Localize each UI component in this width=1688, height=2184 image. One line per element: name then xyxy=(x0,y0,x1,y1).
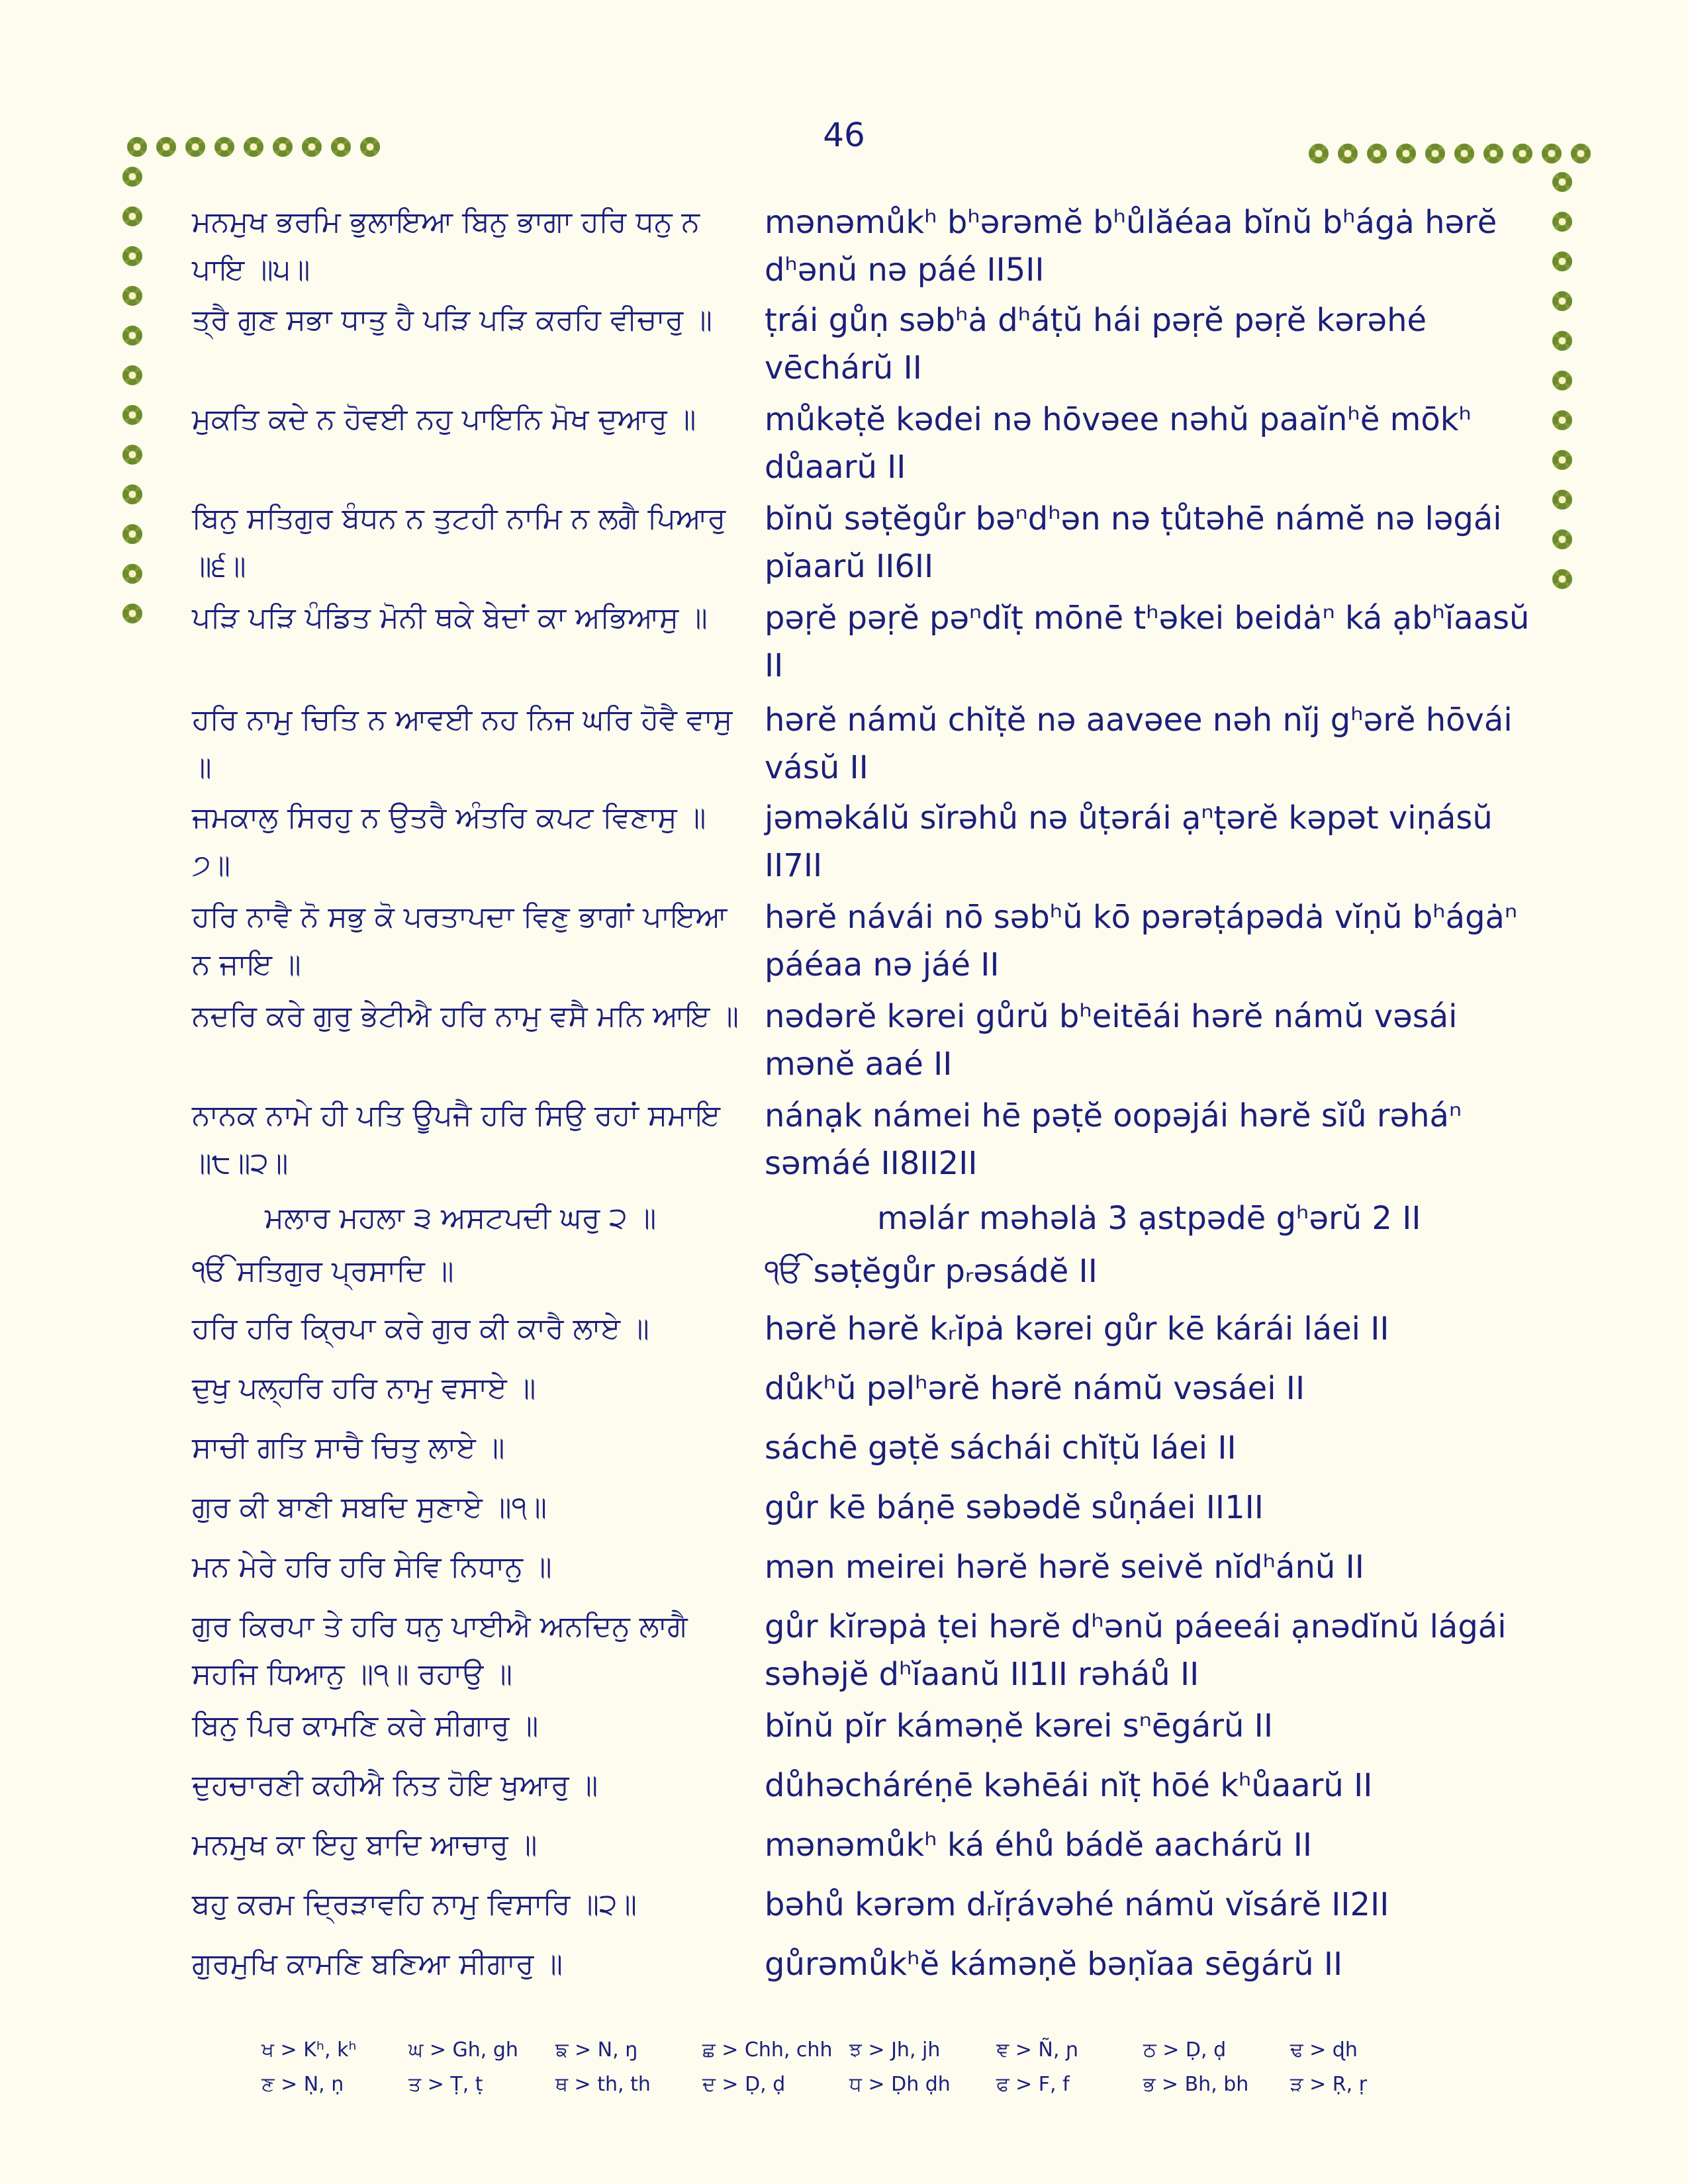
page-number: 46 xyxy=(823,116,865,154)
left-border xyxy=(121,165,144,625)
legend-item: ਛ > Chh, chh xyxy=(702,2038,833,2062)
flower-icon xyxy=(1395,142,1417,165)
flower-icon xyxy=(213,136,236,158)
transliteration-text: gůrəmůkʰĕ káməṇĕ bəṇĭaa sēgárŭ II xyxy=(765,1946,1343,1983)
legend-item: ਫ > F, f xyxy=(996,2073,1070,2096)
transliteration-text: ੴ səṭĕgůr pᵣəsádĕ II xyxy=(765,1253,1098,1290)
legend-item: ਝ > Jh, jh xyxy=(849,2038,941,2062)
gurmukhi-text: ੴ ਸਤਿਗੁਰ ਪ੍ਰਸਾਦਿ ॥ xyxy=(192,1254,454,1288)
legend-item: ਦ > Ḍ, ḍ xyxy=(702,2073,786,2096)
top-right-border xyxy=(1307,142,1592,165)
flower-icon xyxy=(1336,142,1359,165)
transliteration-text: důkʰŭ pəlʰərĕ hərĕ námŭ vəsáei II xyxy=(765,1370,1305,1407)
flower-icon xyxy=(1551,369,1573,392)
top-left-border xyxy=(126,136,381,158)
gurmukhi-text: ਬਿਨੁ ਸਤਿਗੁਰ ਬੰਧਨ ਨ ਤੁਟਹੀ ਨਾਮਿ ਨ ਲਗੈ ਪਿਆਰੁ ॥੬॥ xyxy=(192,502,726,583)
legend-item: ਖ > Kʰ, kʰ xyxy=(261,2038,357,2062)
legend-item: ਘ > Gh, gh xyxy=(408,2038,518,2062)
transliteration-text: ṭrái gůṇ səbʰȧ dʰáṭŭ hái pəṛĕ pəṛĕ kərəhé vēchárŭ II xyxy=(765,302,1427,387)
flower-icon xyxy=(1307,142,1330,165)
flower-icon xyxy=(121,602,144,625)
gurmukhi-text: ਬਿਨੁ ਪਿਰ ਕਾਮਣਿ ਕਰੇ ਸੀਗਾਰੁ ॥ xyxy=(192,1709,539,1743)
transliteration-text: pəṛĕ pəṛĕ pəⁿdĭṭ mōnē tʰəkei beidȧⁿ ká ạbʰĭaasŭ II xyxy=(765,600,1530,684)
flower-icon xyxy=(121,523,144,545)
flower-icon xyxy=(121,483,144,506)
flower-icon xyxy=(1551,528,1573,551)
gurmukhi-text: ਦੁਖੁ ਪਲ੍ਹਰਿ ਹਰਿ ਨਾਮੁ ਵਸਾਏ ॥ xyxy=(192,1371,536,1405)
flower-icon xyxy=(121,245,144,267)
transliteration-text: nánạk námei hē pəṭĕ oopəjái hərĕ sĭů rəháⁿ səmáé II8II2II xyxy=(765,1097,1462,1182)
transliteration-text: gůr kĭrəpȧ ṭei hərĕ dʰənŭ páeeái ạnədĭnŭ lágái səhəjĕ dʰĭaanŭ II1II rəháů II xyxy=(765,1608,1507,1693)
gurmukhi-text: ਸਾਚੀ ਗਤਿ ਸਾਚੈ ਚਿਤੁ ਲਾਏ ॥ xyxy=(192,1431,505,1465)
gurmukhi-text: ਮੁਕਤਿ ਕਦੇ ਨ ਹੋਵਈ ਨਹੁ ਪਾਇਨਿ ਮੋਖ ਦੁਆਰੁ ॥ xyxy=(192,402,696,436)
legend-item: ਥ > th, th xyxy=(555,2073,651,2096)
flower-icon xyxy=(301,136,323,158)
transliteration-text: hərĕ hərĕ kᵣĭpȧ kərei gůr kē kárái láei II xyxy=(765,1310,1389,1347)
transliteration-text: můkəṭĕ kədei nə hōvəee nəhŭ paaĭnʰĕ mōkʰ důaarŭ II xyxy=(765,401,1472,486)
gurmukhi-text: ਹਰਿ ਨਾਵੈ ਨੋ ਸਭੁ ਕੋ ਪਰਤਾਪਦਾ ਵਿਣੁ ਭਾਗਾਂ ਪਾਇਆ ਨ ਜਾਇ ॥ xyxy=(192,900,727,981)
transliteration-text: důhəcháréṇē kəhēái nĭṭ hōé kʰůaarŭ II xyxy=(765,1767,1373,1804)
flower-icon xyxy=(1540,142,1563,165)
flower-icon xyxy=(1551,171,1573,193)
flower-icon xyxy=(1366,142,1388,165)
transliteration-text: bĭnŭ pĭr káməṇĕ kərei sⁿēgárŭ II xyxy=(765,1707,1273,1745)
flower-icon xyxy=(121,364,144,387)
transliteration-text: jəməkálŭ sĭrəhů nə ůṭərái ạⁿṭərĕ kəpət viṇásŭ II7II xyxy=(765,799,1493,884)
flower-icon xyxy=(1551,488,1573,511)
gurmukhi-text: ਹਰਿ ਨਾਮੁ ਚਿਤਿ ਨ ਆਵਈ ਨਹ ਨਿਜ ਘਰਿ ਹੋਵੈ ਵਾਸੁ ॥ xyxy=(192,703,733,784)
flower-icon xyxy=(126,136,148,158)
flower-icon xyxy=(121,404,144,426)
legend-row xyxy=(261,2038,1453,2073)
flower-icon xyxy=(359,136,381,158)
flower-icon xyxy=(1551,210,1573,233)
flower-icon xyxy=(1511,142,1534,165)
right-border xyxy=(1551,171,1573,590)
gurmukhi-text: ਗੁਰਮੁਖਿ ਕਾਮਣਿ ਬਣਿਆ ਸੀਗਾਰੁ ॥ xyxy=(192,1947,563,1981)
legend-item: ਙ > N, ŋ xyxy=(555,2038,638,2062)
flower-icon xyxy=(1551,290,1573,312)
transliteration-text: nədərĕ kərei gůrŭ bʰeitēái hərĕ námŭ vəsái mənĕ aaé II xyxy=(765,998,1458,1083)
transliteration-text: hərĕ námŭ chĭṭĕ nə aavəee nəh nĭj gʰərĕ hōvái vásŭ II xyxy=(765,702,1513,786)
gurmukhi-text: ਪੜਿ ਪੜਿ ਪੰਡਿਤ ਮੋਨੀ ਥਕੇ ਬੇਦਾਂ ਕਾ ਅਭਿਆਸੁ ॥ xyxy=(192,601,708,635)
transliteration-text: mənəmůkʰ ká éhů bádĕ aachárŭ II xyxy=(765,1827,1313,1864)
flower-icon xyxy=(330,136,352,158)
gurmukhi-text: ਮਨ ਮੇਰੇ ਹਰਿ ਹਰਿ ਸੇਵਿ ਨਿਧਾਨੁ ॥ xyxy=(192,1550,552,1584)
flower-icon xyxy=(1551,409,1573,432)
flower-icon xyxy=(1570,142,1592,165)
transliteration-text: gůr kē báṇē səbədĕ sůṇáei II1II xyxy=(765,1489,1264,1526)
transliteration-text: mənəmůkʰ bʰərəmĕ bʰůlăéaa bĭnŭ bʰágȧ hərĕ dʰənŭ nə páé II5II xyxy=(765,204,1497,289)
transliteration-text: sáchē gəṭĕ sáchái chĭṭŭ láei II xyxy=(765,1430,1237,1467)
gurmukhi-text: ਗੁਰ ਕੀ ਬਾਣੀ ਸਬਦਿ ਸੁਣਾਏ ॥੧॥ xyxy=(192,1490,547,1524)
gurmukhi-text: ਮਨਮੁਖ ਭਰਮਿ ਭੁਲਾਇਆ ਬਿਨੁ ਭਾਗਾ ਹਰਿ ਧਨੁ ਨ ਪਾਇ ॥੫॥ xyxy=(192,205,700,287)
gurmukhi-text: ਗੁਰ ਕਿਰਪਾ ਤੇ ਹਰਿ ਧਨੁ ਪਾਈਐ ਅਨਦਿਨੁ ਲਾਗੈ ਸਹਜਿ ਧਿਆਨੁ ॥੧॥ ਰਹਾਉ ॥ xyxy=(192,1610,688,1691)
gurmukhi-text: ਤ੍ਰੈ ਗੁਣ ਸਭਾ ਧਾਤੁ ਹੈ ਪੜਿ ਪੜਿ ਕਰਹਿ ਵੀਚਾਰੁ ॥ xyxy=(192,303,712,337)
legend-item: ਤ > Ṭ, ṭ xyxy=(408,2073,483,2096)
flower-icon xyxy=(242,136,265,158)
section-heading-transliteration: məlár məhəlȧ 3 ạstpədē gʰərŭ 2 II xyxy=(877,1200,1421,1237)
transliteration-text: bĭnŭ səṭĕgůr bəⁿdʰən nə ṭůtəhē námĕ nə ləgái pĭaarŭ II6II xyxy=(765,500,1502,585)
legend-item: ੜ > Ṛ, ṛ xyxy=(1290,2073,1368,2096)
gurmukhi-text: ਨਦਰਿ ਕਰੇ ਗੁਰੁ ਭੇਟੀਐ ਹਰਿ ਨਾਮੁ ਵਸੈ ਮਨਿ ਆਇ ॥ xyxy=(192,999,739,1033)
legend-item: ਢ > ɖh xyxy=(1290,2038,1358,2062)
gurmukhi-text: ਬਹੁ ਕਰਮ ਦ੍ਰਿੜਾਵਹਿ ਨਾਮੁ ਵਿਸਾਰਿ ॥੨॥ xyxy=(192,1888,637,1921)
flower-icon xyxy=(1551,250,1573,273)
legend-item: ਧ > Ḍh ḍh xyxy=(849,2073,951,2096)
section-heading-gurmukhi: ਮਲਾਰ ਮਹਲਾ ੩ ਅਸਟਪਦੀ ਘਰੁ ੨ ॥ xyxy=(265,1201,657,1235)
flower-icon xyxy=(121,443,144,466)
gurmukhi-text: ਨਾਨਕ ਨਾਮੇ ਹੀ ਪਤਿ ਊਪਜੈ ਹਰਿ ਸਿਉ ਰਹਾਂ ਸਮਾਇ ॥੮॥੨॥ xyxy=(192,1099,720,1180)
gurmukhi-text: ਹਰਿ ਹਰਿ ਕ੍ਰਿਪਾ ਕਰੇ ਗੁਰ ਕੀ ਕਾਰੈ ਲਾਏ ॥ xyxy=(192,1312,649,1345)
flower-icon xyxy=(1424,142,1446,165)
transliteration-text: bəhů kərəm dᵣĭṛávəhé námŭ vĭsárĕ II2II xyxy=(765,1886,1389,1923)
flower-icon xyxy=(184,136,207,158)
transliteration-text: hərĕ návái nō səbʰŭ kō pərəṭápədȧ vĭṇŭ bʰágȧⁿ páéaa nə jáé II xyxy=(765,899,1518,983)
flower-icon xyxy=(271,136,294,158)
transliteration-text: mən meirei hərĕ hərĕ seivĕ nĭdʰánŭ II xyxy=(765,1549,1364,1586)
flower-icon xyxy=(121,285,144,307)
gurmukhi-text: ਦੁਹਚਾਰਣੀ ਕਹੀਐ ਨਿਤ ਹੋਇ ਖੁਆਰੁ ॥ xyxy=(192,1768,598,1802)
transliteration-legend xyxy=(261,2038,1453,2107)
flower-icon xyxy=(1551,568,1573,590)
flower-icon xyxy=(1453,142,1476,165)
legend-row xyxy=(261,2073,1453,2107)
flower-icon xyxy=(121,563,144,585)
flower-icon xyxy=(155,136,177,158)
gurmukhi-text: ਜਮਕਾਲੁ ਸਿਰਹੁ ਨ ਉਤਰੈ ਅੰਤਰਿ ਕਪਟ ਵਿਣਾਸੁ ॥੭॥ xyxy=(192,801,706,882)
flower-icon xyxy=(121,165,144,188)
legend-item: ਠ > Ḍ, ḍ xyxy=(1143,2038,1227,2062)
legend-item: ਞ > Ñ, ɲ xyxy=(996,2038,1079,2062)
flower-icon xyxy=(121,324,144,347)
flower-icon xyxy=(121,205,144,228)
flower-icon xyxy=(1482,142,1505,165)
flower-icon xyxy=(1551,449,1573,471)
gurmukhi-text: ਮਨਮੁਖ ਕਾ ਇਹੁ ਬਾਦਿ ਆਚਾਰੁ ॥ xyxy=(192,1828,538,1862)
legend-item: ਣ > Ṇ, ṇ xyxy=(261,2073,344,2096)
legend-item: ਭ > Bh, bh xyxy=(1143,2073,1249,2096)
flower-icon xyxy=(1551,330,1573,352)
